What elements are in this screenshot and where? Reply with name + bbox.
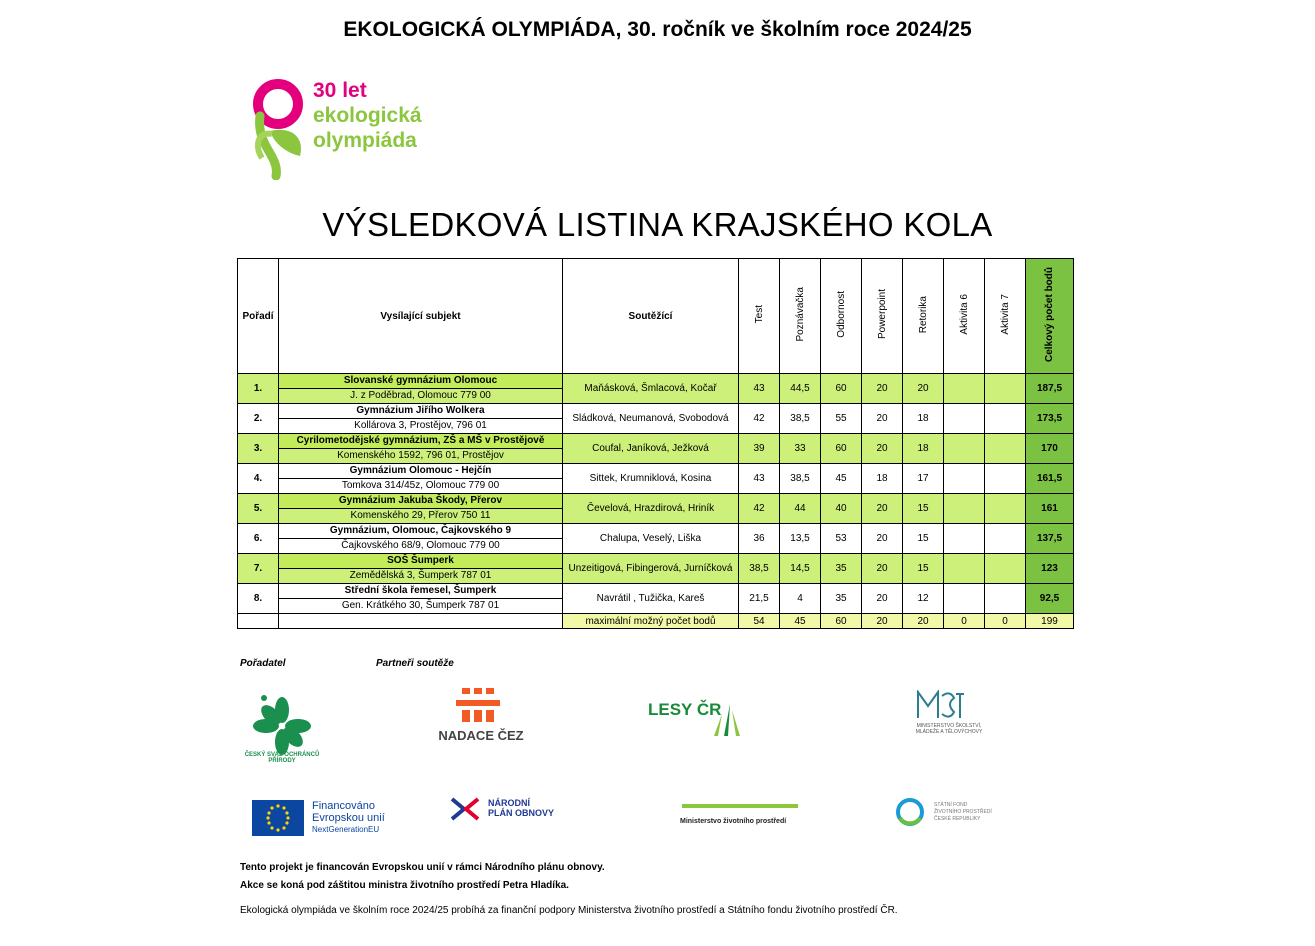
cell-school-name: Gymnázium Jakuba Škody, Přerov <box>279 494 562 509</box>
csop-logo <box>236 690 328 770</box>
cell-test: 43 <box>739 464 780 494</box>
cell-retorika: 15 <box>903 524 944 554</box>
sfzp-circle-icon <box>894 796 926 828</box>
cell-school-name: Cyrilometodějské gymnázium, ZŠ a MŠ v Prostějově <box>279 434 562 449</box>
cell-school-address: Kollárova 3, Prostějov, 796 01 <box>354 420 487 431</box>
msmt-line1: MINISTERSTVO ŠKOLSTVÍ, <box>916 723 982 729</box>
cell-competitors: Sládková, Neumanová, Svobodová <box>563 404 739 434</box>
lesy-tree-icon <box>710 700 750 740</box>
eu-logo <box>252 800 402 840</box>
cell-retorika: 20 <box>903 374 944 404</box>
cell-poznavacka: 38,5 <box>780 464 821 494</box>
cell-school-name: Gymnázium Jiřího Wolkera <box>279 404 562 419</box>
logo-line-3: olympiáda <box>313 129 417 152</box>
cell-retorika: 18 <box>903 434 944 464</box>
cell-aktivita7 <box>985 434 1026 464</box>
header-aktivita6: Aktivita 6 <box>958 294 970 335</box>
msmt-line2: MLÁDEŽE A TĚLOVÝCHOVY <box>915 729 983 735</box>
max-retorika: 20 <box>903 614 944 629</box>
cell-poznavacka: 44,5 <box>780 374 821 404</box>
cell-school-name: SOŠ Šumperk <box>279 554 562 569</box>
eu-flag-icon <box>252 800 304 836</box>
results-table <box>237 258 1074 629</box>
eu-line3: NextGenerationEU <box>312 825 380 834</box>
cell-powerpoint: 20 <box>862 554 903 584</box>
mzp-bar-icon <box>682 804 798 808</box>
cell-odbornost: 60 <box>821 434 862 464</box>
cell-powerpoint: 20 <box>862 434 903 464</box>
cell-test: 42 <box>739 404 780 434</box>
npo-logo <box>448 795 568 831</box>
table-header-row <box>238 259 1074 374</box>
max-empty-cell <box>279 614 563 629</box>
cell-aktivita6 <box>944 434 985 464</box>
footer-line-1: Tento projekt je financován Evropskou unií v rámci Národního plánu obnovy. <box>240 862 605 873</box>
max-aktivita6: 0 <box>944 614 985 629</box>
cell-competitors: Maňásková, Šmlacová, Kočař <box>563 374 739 404</box>
sfzp-line3: ČESKÉ REPUBLIKY <box>934 816 981 822</box>
results-title: VÝSLEDKOVÁ LISTINA KRAJSKÉHO KOLA <box>322 206 993 243</box>
cell-test: 21,5 <box>739 584 780 614</box>
cell-odbornost: 53 <box>821 524 862 554</box>
cell-test: 39 <box>739 434 780 464</box>
cell-rank: 7. <box>238 554 279 584</box>
cell-odbornost: 45 <box>821 464 862 494</box>
cell-rank: 8. <box>238 584 279 614</box>
cell-total: 137,5 <box>1026 524 1074 554</box>
header-retorika: Retorika <box>917 295 929 334</box>
cell-school-address: Komenského 1592, 796 01, Prostějov <box>337 450 504 461</box>
cell-aktivita6 <box>944 554 985 584</box>
table-row <box>238 374 1074 404</box>
cell-odbornost: 35 <box>821 584 862 614</box>
table-row <box>238 404 1074 434</box>
sfzp-logo <box>894 796 1018 832</box>
max-empty-cell <box>238 614 279 629</box>
cell-rank: 4. <box>238 464 279 494</box>
header-test: Test <box>753 305 765 324</box>
cell-school-address: Komenského 29, Přerov 750 11 <box>350 510 491 521</box>
cell-aktivita6 <box>944 404 985 434</box>
cell-test: 38,5 <box>739 554 780 584</box>
header-total: Celkový počet bodů <box>1044 266 1055 362</box>
max-poznavacka: 45 <box>780 614 821 629</box>
csop-text: ČESKÝ SVAZ OCHRÁNCŮ PŘÍRODY <box>244 752 320 764</box>
cell-total: 123 <box>1026 554 1074 584</box>
table-row <box>238 494 1074 524</box>
cell-test: 43 <box>739 374 780 404</box>
cell-competitors: Chalupa, Veselý, Liška <box>563 524 739 554</box>
cell-aktivita6 <box>944 374 985 404</box>
cell-total: 170 <box>1026 434 1074 464</box>
cell-powerpoint: 20 <box>862 494 903 524</box>
cell-aktivita6 <box>944 494 985 524</box>
cez-mark-icon <box>436 688 526 724</box>
cell-poznavacka: 33 <box>780 434 821 464</box>
cell-odbornost: 35 <box>821 554 862 584</box>
cell-competitors: Navrátil , Tužička, Kareš <box>563 584 739 614</box>
table-row <box>238 524 1074 554</box>
cell-aktivita7 <box>985 404 1026 434</box>
cell-aktivita6 <box>944 524 985 554</box>
msmt-logo <box>894 690 1004 738</box>
cell-aktivita7 <box>985 554 1026 584</box>
cell-rank: 3. <box>238 434 279 464</box>
cell-retorika: 15 <box>903 554 944 584</box>
cell-retorika: 15 <box>903 494 944 524</box>
header-aktivita7: Aktivita 7 <box>999 294 1011 335</box>
cell-competitors: Čevelová, Hrazdirová, Hriník <box>563 494 739 524</box>
cell-competitors: Sittek, Krumniklová, Kosina <box>563 464 739 494</box>
header-rank: Pořadí <box>238 259 279 374</box>
mzp-logo <box>680 804 800 834</box>
footer-line-3: Ekologická olympiáda ve školním roce 2024/25 probíhá za finanční podpory Ministerstva životního prostředí a Státního fondu životního prostředí ČR. <box>240 905 898 916</box>
max-label: maximální možný počet bodů <box>563 614 739 629</box>
nadace-cez-logo <box>436 688 526 744</box>
cell-powerpoint: 20 <box>862 374 903 404</box>
cell-total: 173,5 <box>1026 404 1074 434</box>
cell-aktivita6 <box>944 584 985 614</box>
logo-line-2: ekologická <box>313 104 422 127</box>
cell-powerpoint: 18 <box>862 464 903 494</box>
cell-poznavacka: 38,5 <box>780 404 821 434</box>
lesy-cr-logo <box>648 694 752 742</box>
npo-line2: PLÁN OBNOVY <box>488 808 555 818</box>
cell-rank: 5. <box>238 494 279 524</box>
eu-line1: Financováno <box>312 800 375 812</box>
cell-school-name: Slovanské gymnázium Olomouc <box>279 374 562 389</box>
cell-aktivita7 <box>985 464 1026 494</box>
table-row <box>238 584 1074 614</box>
organizer-label: Pořadatel <box>240 658 286 669</box>
cell-school-address: Zemědělská 3, Šumperk 787 01 <box>349 570 492 581</box>
max-points-row <box>238 614 1074 629</box>
sfzp-line2: ŽIVOTNÍHO PROSTŘEDÍ <box>934 809 992 815</box>
cell-total: 161 <box>1026 494 1074 524</box>
eo-30-logo <box>250 76 440 180</box>
cell-odbornost: 60 <box>821 374 862 404</box>
cell-aktivita7 <box>985 524 1026 554</box>
table-row <box>238 554 1074 584</box>
cell-aktivita7 <box>985 374 1026 404</box>
cell-total: 187,5 <box>1026 374 1074 404</box>
msmt-mark-icon <box>916 690 966 720</box>
header-poznavacka: Poznávačka <box>794 287 806 342</box>
cell-retorika: 18 <box>903 404 944 434</box>
cell-aktivita7 <box>985 494 1026 524</box>
page-header-title: EKOLOGICKÁ OLYMPIÁDA, 30. ročník ve školním roce 2024/25 <box>343 18 972 41</box>
cell-poznavacka: 14,5 <box>780 554 821 584</box>
cell-test: 42 <box>739 494 780 524</box>
cell-school-address: Čajkovského 68/9, Olomouc 779 00 <box>341 540 500 551</box>
cell-poznavacka: 13,5 <box>780 524 821 554</box>
lesy-cr-text: LESY ČR <box>648 700 722 719</box>
cell-odbornost: 40 <box>821 494 862 524</box>
cell-school-address: Gen. Krátkého 30, Šumperk 787 01 <box>341 600 500 611</box>
max-test: 54 <box>739 614 780 629</box>
cell-competitors: Coufal, Janíková, Ježková <box>563 434 739 464</box>
nadace-cez-text: NADACE ČEZ <box>438 728 524 743</box>
header-odbornost: Odbornost <box>835 291 847 338</box>
cell-powerpoint: 20 <box>862 584 903 614</box>
cell-retorika: 17 <box>903 464 944 494</box>
npo-mark-icon <box>448 795 482 823</box>
cell-school-address: J. z Poděbrad, Olomouc 779 00 <box>350 390 491 401</box>
cell-school-address: Tomkova 314/45z, Olomouc 779 00 <box>341 480 500 491</box>
cell-school-name: Střední škola řemesel, Šumperk <box>279 584 562 599</box>
cell-rank: 1. <box>238 374 279 404</box>
header-competitors: Soutěžící <box>563 259 739 374</box>
cell-poznavacka: 44 <box>780 494 821 524</box>
cell-total: 161,5 <box>1026 464 1074 494</box>
cell-powerpoint: 20 <box>862 524 903 554</box>
table-row <box>238 434 1074 464</box>
mzp-text: Ministerstvo životního prostředí <box>680 818 787 825</box>
cell-retorika: 12 <box>903 584 944 614</box>
header-powerpoint: Powerpoint <box>876 289 888 340</box>
cell-aktivita6 <box>944 464 985 494</box>
npo-line1: NÁRODNÍ <box>488 798 530 808</box>
sfzp-line1: STÁTNÍ FOND <box>934 802 968 808</box>
cell-competitors: Unzeitigová, Fibingerová, Jurníčková <box>563 554 739 584</box>
cell-rank: 2. <box>238 404 279 434</box>
cell-rank: 6. <box>238 524 279 554</box>
cell-school-name: Gymnázium, Olomouc, Čajkovského 9 <box>279 524 562 539</box>
table-row <box>238 464 1074 494</box>
max-total: 199 <box>1026 614 1074 629</box>
footer-line-2: Akce se koná pod záštitou ministra životního prostředí Petra Hladíka. <box>240 880 569 891</box>
max-odbornost: 60 <box>821 614 862 629</box>
max-powerpoint: 20 <box>862 614 903 629</box>
cell-aktivita7 <box>985 584 1026 614</box>
cell-total: 92,5 <box>1026 584 1074 614</box>
eu-line2: Evropskou unií <box>312 812 385 824</box>
cell-school-name: Gymnázium Olomouc - Hejčín <box>279 464 562 479</box>
header-school: Vysílající subjekt <box>279 259 563 374</box>
eo-leaf-icon <box>250 76 320 180</box>
partners-label: Partneři soutěže <box>376 658 454 669</box>
max-aktivita7: 0 <box>985 614 1026 629</box>
logo-line-1: 30 let <box>313 79 367 102</box>
cell-powerpoint: 20 <box>862 404 903 434</box>
cell-test: 36 <box>739 524 780 554</box>
cell-poznavacka: 4 <box>780 584 821 614</box>
cell-odbornost: 55 <box>821 404 862 434</box>
